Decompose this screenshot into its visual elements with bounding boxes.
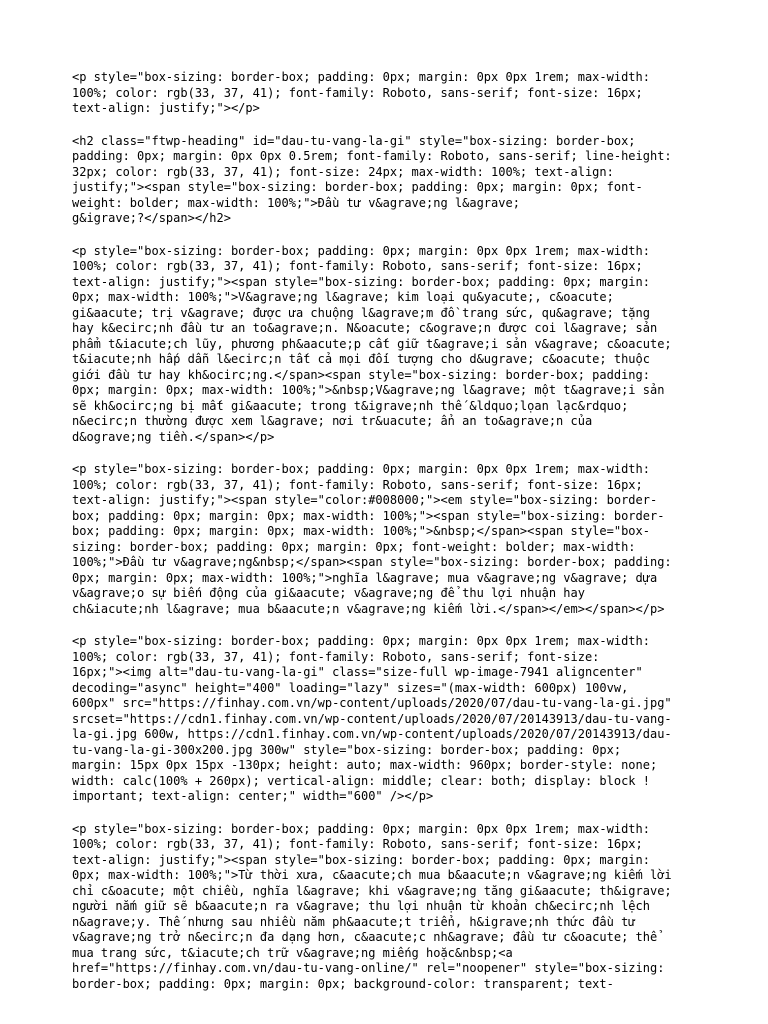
code-paragraph [72, 70, 712, 117]
code-line: text-align: justify;"><span style="color:#008000;"><em style="box-sizing: border- [72, 493, 658, 507]
code-line: v&agrave;o sự biến động của gi&aacute; v&agrave;ng để thu lợi nhuận hay [72, 586, 585, 600]
code-line: <p style="box-sizing: border-box; padding: 0px; margin: 0px 0px 1rem; max-width: [72, 634, 650, 648]
code-line: 16px;"><img alt="dau-tu-vang-la-gi" class="size-full wp-image-7941 aligncenter" [72, 665, 643, 679]
code-line: 100%; color: rgb(33, 37, 41); font-family: Roboto, sans-serif; font-size: 16px; [72, 259, 643, 273]
code-line: box; padding: 0px; margin: 0px; max-width: 100%;">&nbsp;</span><span style="box- [72, 524, 650, 538]
code-paragraph [72, 462, 712, 617]
html-source-text [72, 70, 712, 1009]
code-line: 32px; color: rgb(33, 37, 41); font-size: 24px; max-width: 100%; text-align: [72, 164, 614, 179]
code-line: srcset="https://cdn1.finhay.com.vn/wp-content/uploads/2020/07/20143913/dau-tu-vang- [72, 711, 672, 726]
code-line: 100%; color: rgb(33, 37, 41); font-family: Roboto, sans-serif; font-size: 16px; [72, 477, 643, 492]
code-line: g&igrave;?</span></h2> [72, 211, 231, 225]
code-line: border-box; padding: 0px; margin: 0px; background-color: transparent; text- [72, 976, 614, 991]
code-line: text-align: justify;"></p> [72, 101, 260, 115]
code-line: padding: 0px; margin: 0px 0px 0.5rem; font-family: Roboto, sans-serif; line-height: [72, 149, 672, 163]
code-line: weight: bolder; max-width: 100%;">Đầu tư v&agrave;ng l&agrave; [72, 195, 520, 210]
code-line: sizing: border-box; padding: 0px; margin: 0px; font-weight: bolder; max-width: [72, 539, 636, 554]
code-line: phẩm t&iacute;ch lũy, phương ph&aacute;p cất giữ t&agrave;i sản v&agrave; c&oacute; [72, 336, 672, 351]
code-line: chỉ c&oacute; một chiều, nghĩa l&agrave; khi v&agrave;ng tăng gi&aacute; th&igrave; [72, 883, 672, 898]
code-paragraph [72, 134, 712, 227]
code-line: 600px" src="https://finhay.com.vn/wp-content/uploads/2020/07/dau-tu-vang-la-gi.jpg" [72, 696, 672, 710]
code-paragraph [72, 822, 712, 993]
code-line: gi&aacute; trị v&agrave; được ưa chuộng l&agrave;m đồ trang sức, qu&agrave; tặng [72, 305, 650, 320]
code-line: 100%; color: rgb(33, 37, 41); font-family: Roboto, sans-serif; font-size: [72, 649, 600, 664]
code-line: <p style="box-sizing: border-box; padding: 0px; margin: 0px 0px 1rem; max-width: [72, 243, 650, 258]
code-line: la-gi.jpg 600w, https://cdn1.finhay.com.vn/wp-content/uploads/2020/07/20143913/dau- [72, 727, 672, 741]
code-line: tu-vang-la-gi-300x200.jpg 300w" style="box-sizing: border-box; padding: 0px; [72, 742, 622, 757]
code-paragraph [72, 634, 712, 805]
code-line: decoding="async" height="400" loading="lazy" sizes="(max-width: 600px) 100vw, [72, 680, 629, 695]
code-line: v&agrave;ng trở n&ecirc;n đa dạng hơn, c&aacute;c nh&agrave; đầu tư c&oacute; thể [72, 930, 658, 944]
code-paragraph [72, 244, 712, 446]
code-line: important; text-align: center;" width="600" /></p> [72, 789, 434, 803]
code-line: ch&iacute;nh l&agrave; mua b&aacute;n v&agrave;ng kiếm lời.</span></em></span></p> [72, 601, 665, 616]
code-line: 0px; margin: 0px; max-width: 100%;">&nbsp;V&agrave;ng l&agrave; một t&agrave;i sản [72, 383, 665, 397]
code-line: 100%; color: rgb(33, 37, 41); font-family: Roboto, sans-serif; font-size: 16px; [72, 85, 643, 100]
code-line: 100%;">Đầu tư v&agrave;ng&nbsp;</span><span style="box-sizing: border-box; padding: [72, 555, 672, 569]
code-line: t&iacute;nh hấp dẫn l&ecirc;n tất cả mọi đối tượng cho d&ugrave; c&oacute; thuộc [72, 352, 650, 366]
code-line: <p style="box-sizing: border-box; padding: 0px; margin: 0px 0px 1rem; max-width: [72, 462, 650, 476]
code-line: sẽ kh&ocirc;ng bị mất gi&aacute; trong t&igrave;nh thế &ldquo;lọan lạc&rdquo; [72, 398, 629, 413]
code-line: 0px; max-width: 100%;">Từ thời xưa, c&aacute;ch mua b&aacute;n v&agrave;ng kiếm lời [72, 868, 672, 882]
code-line: 0px; margin: 0px; max-width: 100%;">nghĩa l&agrave; mua v&agrave;ng v&agrave; dựa [72, 570, 658, 585]
code-line: text-align: justify;"><span style="box-sizing: border-box; padding: 0px; margin: [72, 852, 650, 867]
code-line: giới đầu tư hay kh&ocirc;ng.</span><span style="box-sizing: border-box; padding: [72, 367, 650, 382]
code-line: <p style="box-sizing: border-box; padding: 0px; margin: 0px 0px 1rem; max-width: [72, 70, 650, 84]
code-line: box; padding: 0px; margin: 0px; max-width: 100%;"><span style="box-sizing: border- [72, 508, 665, 523]
code-line: hay k&ecirc;nh đầu tư an to&agrave;n. N&oacute; c&ograve;n được coi l&agrave; sản [72, 321, 658, 335]
code-line: justify;"><span style="box-sizing: border-box; padding: 0px; margin: 0px; font- [72, 180, 643, 194]
code-line: 100%; color: rgb(33, 37, 41); font-family: Roboto, sans-serif; font-size: 16px; [72, 837, 643, 851]
code-line: d&ograve;ng tiền.</span></p> [72, 429, 275, 444]
code-line: n&agrave;y. Thế nhưng sau nhiều năm ph&aacute;t triển, h&igrave;nh thức đầu tư [72, 914, 636, 929]
code-line: 0px; max-width: 100%;">V&agrave;ng l&agrave; kim loại qu&yacute;, c&oacute; [72, 290, 614, 304]
code-line: <h2 class="ftwp-heading" id="dau-tu-vang-la-gi" style="box-sizing: border-box; [72, 133, 636, 148]
code-line: người nắm giữ sẽ b&aacute;n ra v&agrave; thu lợi nhuận từ khoản ch&ecirc;nh lệch [72, 899, 650, 913]
code-line: href="https://finhay.com.vn/dau-tu-vang-online/" rel="noopener" style="box-sizing: [72, 961, 665, 975]
code-line: mua trang sức, t&iacute;ch trữ v&agrave;ng miếng hoặc&nbsp;<a [72, 945, 513, 960]
code-line: text-align: justify;"><span style="box-sizing: border-box; padding: 0px; margin: [72, 274, 650, 289]
code-line: n&ecirc;n thường được xem l&agrave; nơi tr&uacute; ẩn an to&agrave;n của [72, 414, 593, 428]
code-line: margin: 15px 0px 15px -130px; height: auto; max-width: 960px; border-style: none; [72, 758, 658, 772]
code-line: <p style="box-sizing: border-box; padding: 0px; margin: 0px 0px 1rem; max-width: [72, 821, 650, 836]
code-line: width: calc(100% + 260px); vertical-align: middle; clear: both; display: block ! [72, 773, 650, 788]
